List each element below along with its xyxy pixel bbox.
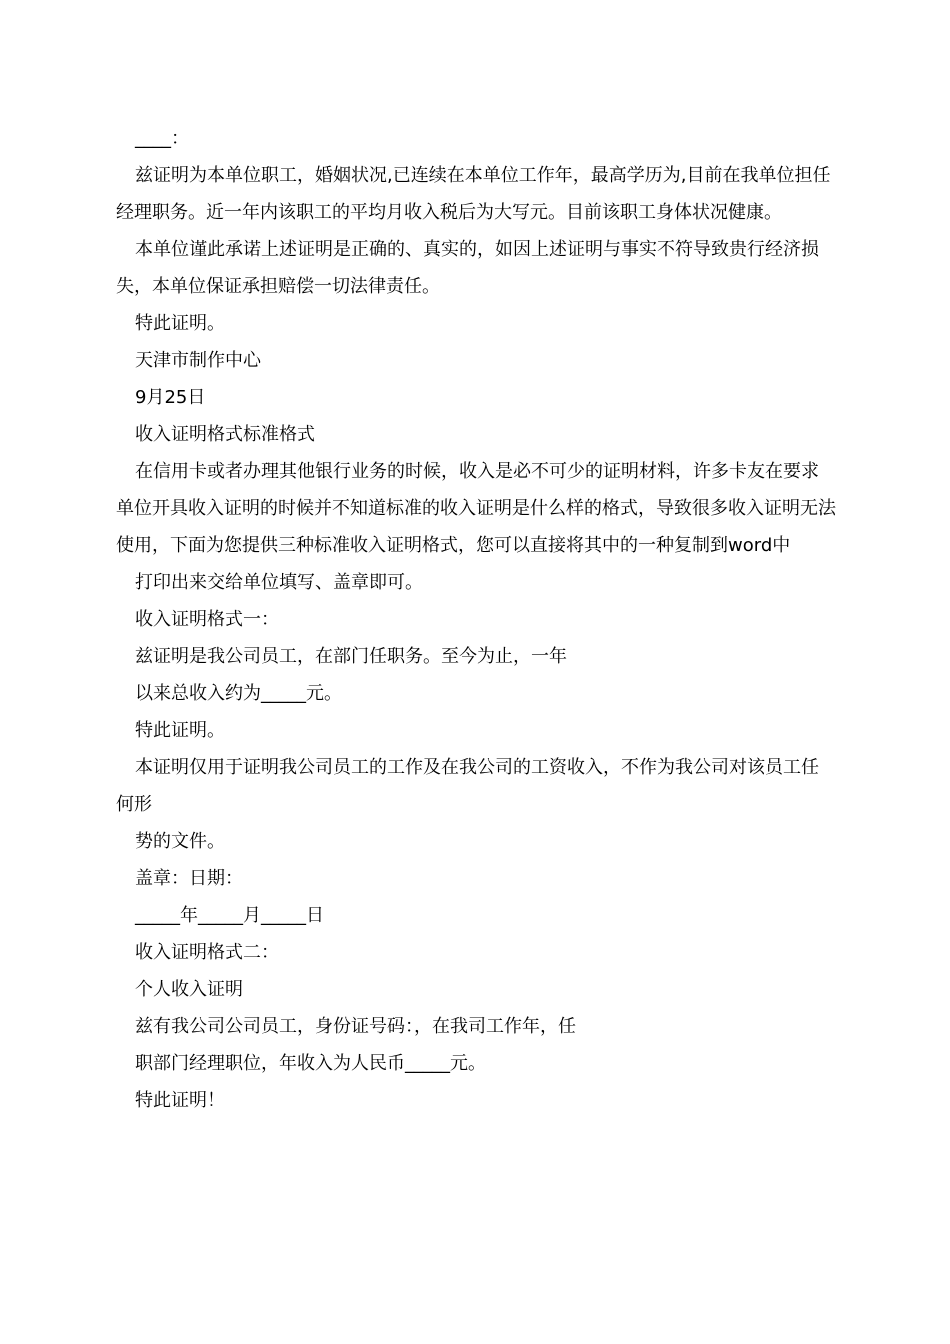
format-one-line-2: 以来总收入约为_____元。: [135, 683, 342, 704]
paragraph-print-instruction: 打印出来交给单位填写、盖章即可。: [135, 572, 423, 593]
format-one-seal-date: 盖章：日期：: [135, 868, 243, 889]
format-one-closing: 特此证明。: [135, 720, 225, 741]
format-one-disclaimer-end: 势的文件。: [135, 831, 225, 852]
issue-date: 9月25日: [135, 387, 206, 408]
issuer-name: 天津市制作中心: [135, 350, 261, 371]
section-heading-format-one: 收入证明格式一：: [135, 609, 279, 630]
closing-line: 特此证明。: [135, 313, 225, 334]
format-one-date-blanks: _____年_____月_____日: [135, 905, 324, 926]
section-heading-format-two: 收入证明格式二：: [135, 942, 279, 963]
format-one-disclaimer: 本证明仅用于证明我公司员工的工作及在我公司的工资收入，不作为我公司对该员工任何形: [116, 757, 819, 815]
document-body: [116, 120, 836, 1119]
format-two-line-2: 职部门经理职位，年收入为人民币_____元。: [135, 1053, 486, 1074]
paragraph-introduction: 在信用卡或者办理其他银行业务的时候，收入是必不可少的证明材料，许多卡友在要求单位开具收入证明的时候并不知道标准的收入证明是什么样的格式，导致很多收入证明无法使用，下面为您提供三种标准收入证明格式，您可以直接将其中的一种复制到word中: [116, 461, 836, 556]
format-two-title: 个人收入证明: [135, 979, 243, 1000]
format-two-closing: 特此证明！: [135, 1090, 225, 1111]
section-heading-standard-format: 收入证明格式标准格式: [135, 424, 315, 445]
format-one-line-1: 兹证明是我公司员工，在部门任职务。至今为止，一年: [135, 646, 567, 667]
salutation-line: ____：: [135, 128, 189, 149]
format-two-line-1: 兹有我公司公司员工，身份证号码：，在我司工作年，任: [135, 1016, 576, 1037]
paragraph-employment-details: 兹证明为本单位职工，婚姻状况,已连续在本单位工作年，最高学历为,目前在我单位担任经理职务。近一年内该职工的平均月收入税后为大写元。目前该职工身体状况健康。: [116, 165, 831, 223]
paragraph-commitment: 本单位谨此承诺上述证明是正确的、真实的，如因上述证明与事实不符导致贵行经济损失，本单位保证承担赔偿一切法律责任。: [116, 239, 819, 297]
